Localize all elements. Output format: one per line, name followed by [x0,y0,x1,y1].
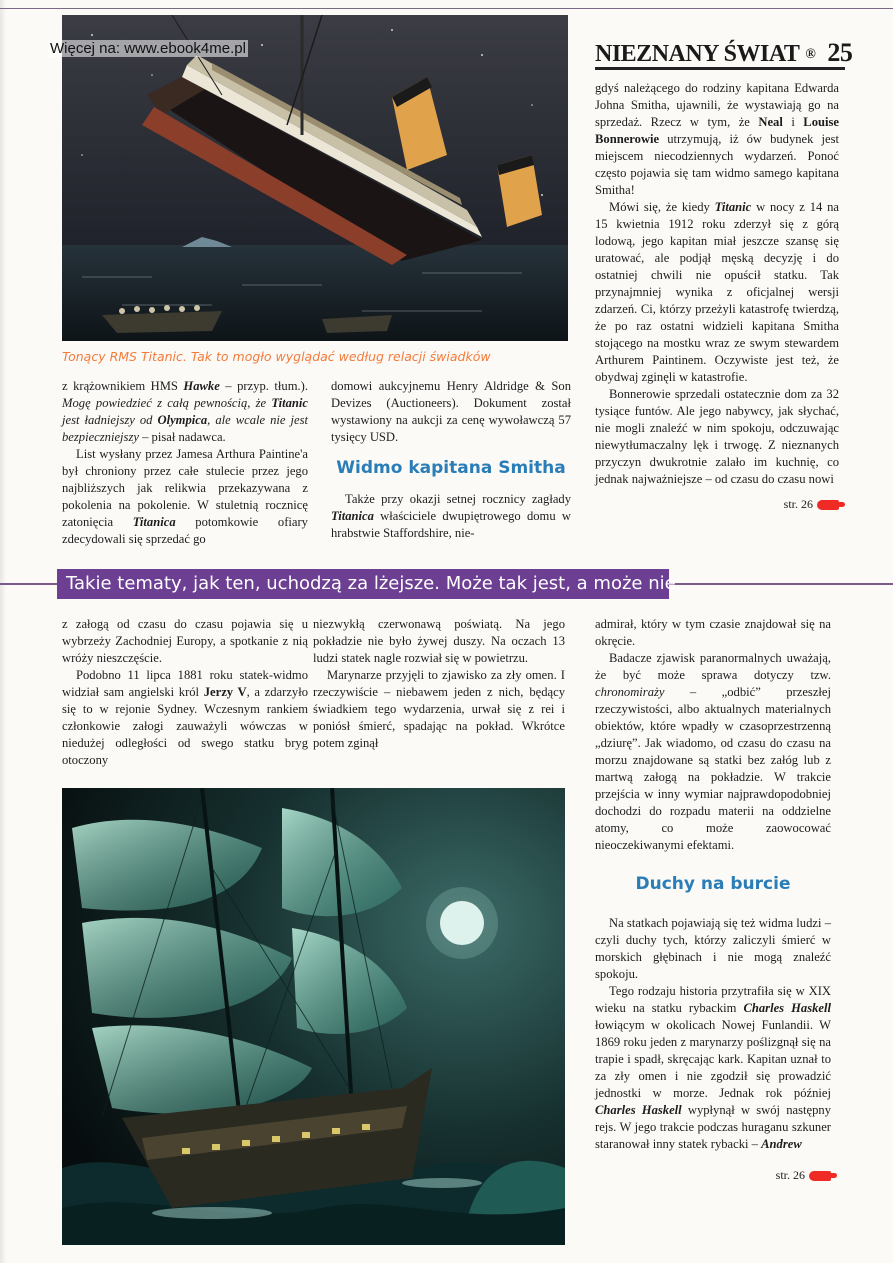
page-fold-shadow [0,0,6,1263]
text: Tego rodzaju historia przytrafiła się w XIX wieku na statku rybackim [595,984,831,1015]
text: w nocy z 14 na 15 kwietnia 1912 roku zderzył się z górą lodową, jego kapitan miał jeszcze szansę się uratować, ale podjął męską decyzję i do ostatniej chwili nie opuścił statku. Tak przynajmniej wynika z oficjalnej wersji zdarzeń. Ci, którzy przeżyli katastrofę twierdzą, że po raz ostatni widzieli kapitana Smitha stojącego na mostku wraz ze swym stewardem Arthurem Paintinem. Oczywiste jest też, że obydwaj zginęli w katastrofie. [595,200,840,384]
text: List wysłany przez Jamesa Arthura Paintine'a był chroniony przez całe stulecie przez jego najbliższych jak relikwia przekazywana z pokolenia na pokolenie. W stuletnią rocznicę zatonięcia [62,447,308,529]
pointing-hand-icon [809,1171,831,1181]
subheading-widmo: Widmo kapitana Smitha [336,458,566,478]
section-header [595,38,852,68]
left-mid-column [62,378,308,548]
ship-name: Titanica [132,515,176,529]
pointing-hand-icon [817,500,839,510]
left-bottom-column [62,616,308,769]
ghost-ship-illustration [62,788,565,1245]
paragraph: Bonnerowie sprzedali ostatecznie dom za 32 tysiące funtów. Ale jego nabywcy, jak słychać, nie mogli znaleźć w nim spokoju, odczuwając niewytłumaczalny lęk i trwogę. Z nieznanych przyczyn dwukrotnie zalało im kuchnię, co jednak najważniejsze – od czasu do czasu nowi [595,387,839,486]
paragraph: Marynarze przyjęli to zjawisko za zły omen. I rzeczywiście – niebawem jeden z nich, będący świadkiem tego wydarzenia, urwał się z rei i poniósł śmierć, spadając na pokład. Wkrótce potem zginął [313,668,565,750]
subheading-duchy: Duchy na burcie [635,874,791,894]
ship-name: Olympica [157,413,208,427]
titanic-illustration-svg [62,15,568,341]
section-title: NIEZNANY ŚWIAT [595,41,800,67]
king-name: Jerzy V [203,685,247,699]
paragraph [331,491,571,542]
quote: jest ładniejszy od [62,413,158,427]
center-bottom-column [313,616,565,752]
text: – pisał nadawca. [138,430,226,444]
text: – przyp. tłum.). [219,379,308,393]
paragraph [595,199,839,386]
name-neal: Neal [758,115,783,129]
quote: , ale wcale nie jest bezpieczniejszy [62,413,308,444]
term: chronomirażу [595,685,665,699]
paragraph [595,983,831,1153]
right-top-column [595,80,839,513]
ship-name: Andrew [761,1137,802,1151]
text: – „odbić” przeszłej rzeczywistości, albo aktualnych materialnych obiektów, które wpadły w czasoprzestrzenną „dziurę”. Jak wiadomo, od czasu do czasu na morzu znajdowane są statki bez załóg lub z martwą załogą na pokładzie. W trakcie przejścia w inny wymiar najprawdopodobniej dochodzi do rozpadu materii na oddzielne atomy, co może zaowocować nieoczekiwanymi efektami. [595,685,831,852]
paragraph [62,446,308,548]
paragraph [595,650,831,854]
text: Także przy okazji setnej rocznicy zagłady [345,492,571,506]
paragraph [62,378,308,446]
name-bonnerowie: Louise Bonnerowie [595,115,839,146]
text: z krążownikiem HMS [62,379,184,393]
titanic-illustration [62,15,568,341]
text: łowiącym w okolicach Nowej Funlandii. W 1869 roku jeden z marynarzy poślizgnął się na trapie i spadł, skręcając kark. Kapitan uznał to za zły omen i nie zgodził się prowadzić jednostki w morze. Jednak rok później [595,1018,831,1100]
text: i [782,115,804,129]
paragraph: Na statkach pojawiają się też widma ludzi – czyli duchy tych, którzy zaliczyli śmierć w morskich głębinach i nie mogą znaleźć spokoju. [595,916,831,981]
page-number: 25 [827,38,853,67]
paragraph: niezwykłą czerwonawą poświatą. Na jego pokładzie nie było żywej duszy. Na oczach 13 ludzi statek nagle rozwiał się w powietrzu. [313,617,565,665]
text: Podobno 11 lipca 1881 roku statek-widmo widział sam angielski król [62,668,308,699]
ship-name: Charles Haskell [743,1001,831,1015]
image-caption: Tonący RMS Titanic. Tak to mogło wyglądać według relacji świadków [62,349,491,364]
text: gdyś należącego do rodziny kapitana Edwarda Johna Smitha, ujawnili, że wystawiają go na sprzedaż. Rzecz w tym, że [595,81,839,129]
ship-name: Titanic [714,200,752,214]
paragraph [595,80,839,199]
text: Mówi się, że kiedy [609,200,715,214]
text: Badacze zjawisk paranormalnych uważają, że być może sprawa dotyczy tzw. [595,651,831,682]
paragraph: z załogą od czasu do czasu pojawia się u wybrzeży Zachodniej Europy, a spotkanie z nią wróży nieszczęście. [62,617,308,665]
ship-name: Hawke [183,379,220,393]
top-border [0,8,893,9]
paragraph [62,667,308,769]
continue-label: str. 26 [783,497,813,511]
paragraph: admirał, który w tym czasie znajdował się na okręcie. [595,617,831,648]
continue-label: str. 26 [775,1168,805,1182]
text: wypłynął w swój następny rejs. W jego trakcie podczas huraganu szkuner staranował inny statek rybacki – [595,1103,831,1151]
ship-name: Titanic [271,396,308,410]
text: właściciele dwupiętrowego domu w hrabstwie Staffordshire, nie- [331,509,571,540]
header-rule [595,67,845,70]
text: , a zdarzyło się to w rejonie Sydney. Wczesnym rankiem członkowie załogi zauważyli wówczas w niedużej odległości od swego statku bryg otoczony [62,685,309,767]
ship-name: Titanica [331,509,374,523]
registered-icon: ® [805,47,816,63]
ship-name: Charles Haskell [595,1103,682,1117]
right-bottom-column [595,616,831,1184]
paragraph: domowi aukcyjnemu Henry Aldridge & Son Devizes (Auctioneers). Dokument został wystawiony na aukcji za cenę wywoławczą 57 tysięcy USD. [331,379,571,444]
watermark: Więcej na: www.ebook4me.pl [50,40,246,57]
text: utrzymują, iż ów budynek jest miejscem niecodziennych wydarzeń. Ponoć często pojawia się tam widmo samego kapitana Smitha! [595,132,839,197]
banner-text: Takie tematy, jak ten, uchodzą za lżejsze. Może tak jest, a może nie. [66,573,682,594]
text: potomkowie ofiary zdecydowali się sprzedać go [62,515,308,546]
center-mid-column [331,378,571,542]
ghost-ship-illustration-svg [62,788,565,1245]
continue-note[interactable] [595,496,839,513]
quote: Mogę powiedzieć z całą pewnością, że [62,396,272,410]
continue-note[interactable] [595,1167,831,1184]
